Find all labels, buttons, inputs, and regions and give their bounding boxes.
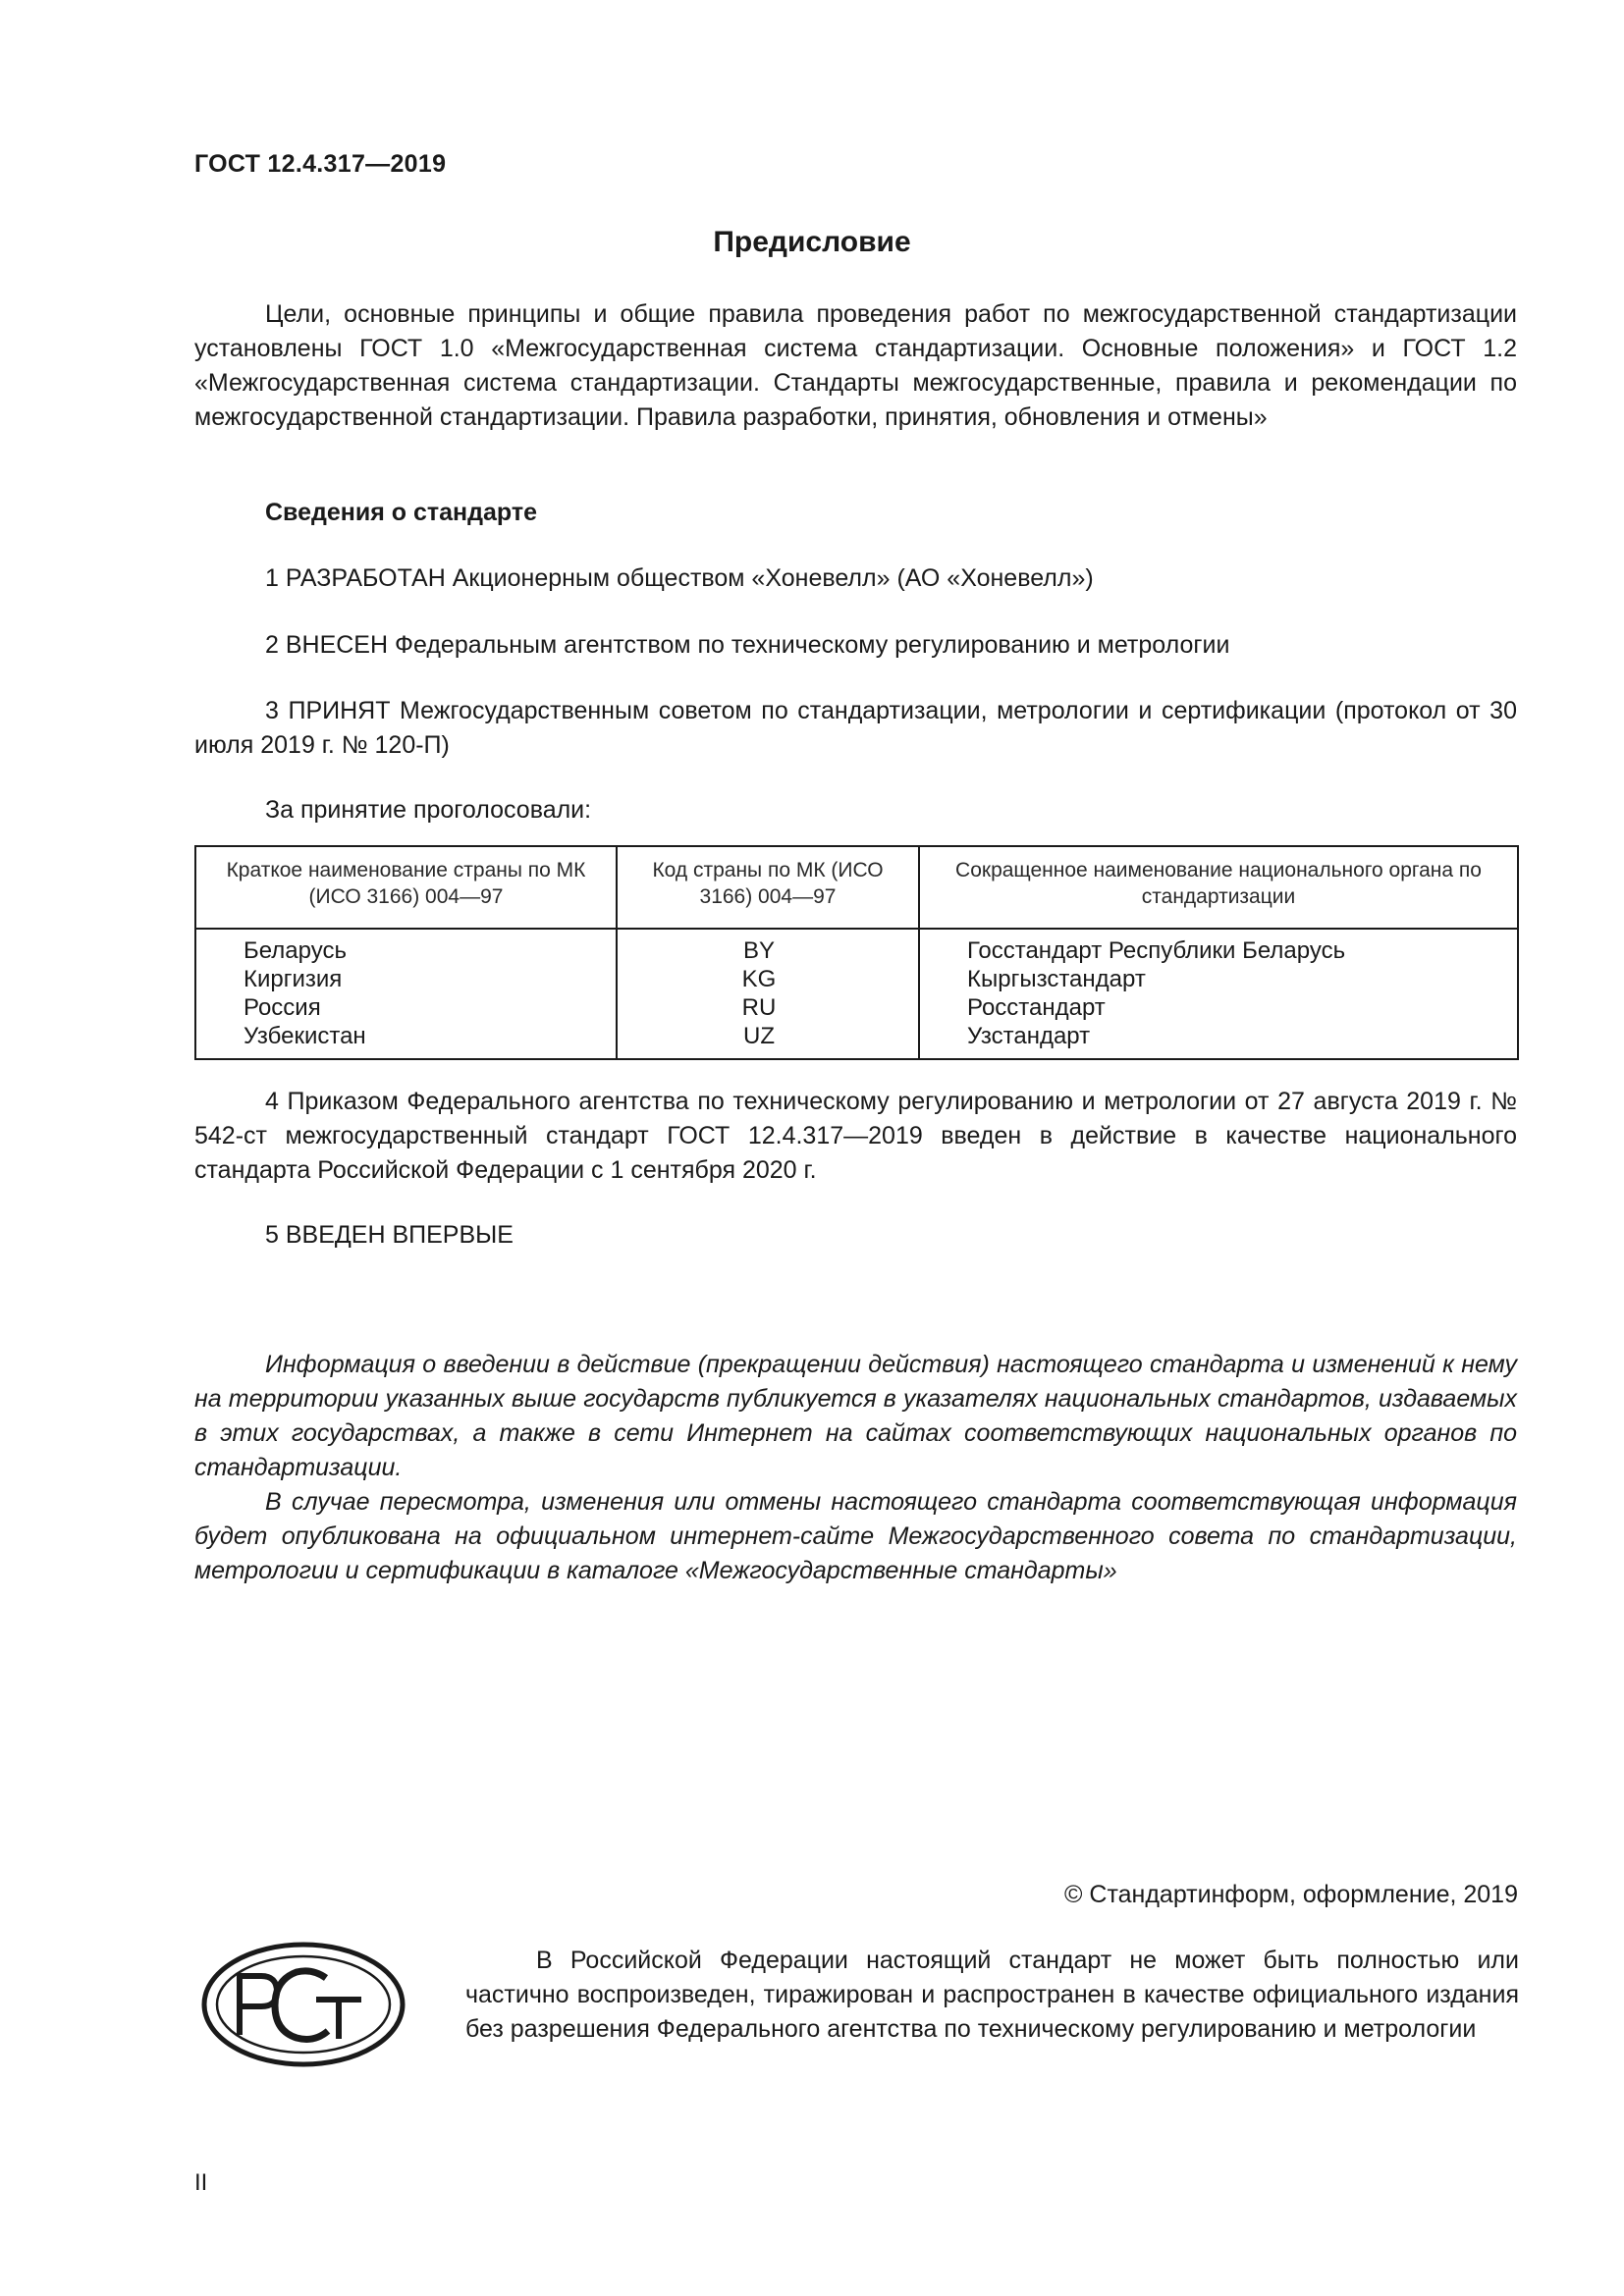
country-name: Узбекистан: [244, 1023, 366, 1049]
item-4: 4 Приказом Федерального агентства по техническому регулированию и метрологии от 27 августа 2019 г. № 542-ст межгосударственный стандарт ГОСТ 12.4.317—2019 введен в действие в качестве национального стандарта Российской Федерации с 1 сентября 2020 г.: [194, 1088, 1517, 1184]
table-header-row: [195, 846, 1518, 929]
note-paragraph: В случае пересмотра, изменения или отмены настоящего стандарта соответствующая информация будет опубликована на официальном интернет-сайте Межгосударственного совета по стандартизации, метрологии и сертификации в каталоге «Межгосударственные стандарты»: [194, 1488, 1517, 1584]
italic-notes: [194, 1348, 1517, 1588]
table-row: [195, 929, 1518, 1059]
standards-body: Кыргызстандарт: [967, 966, 1146, 992]
item-3-block: [194, 694, 1517, 763]
copyright-line: © Стандартинформ, оформление, 2019: [1064, 1881, 1518, 1908]
item-3: 3 ПРИНЯТ Межгосударственным советом по стандартизации, метрологии и сертификации (протокол от 30 июля 2019 г. № 120-П): [194, 697, 1517, 759]
notice-paragraph: В Российской Федерации настоящий стандарт не может быть полностью или частично воспроизведен, тиражирован и распространен в качестве официального издания без разрешения Федерального агентства по техническому регулированию и метрологии: [465, 1947, 1519, 2043]
intro-paragraph: Цели, основные принципы и общие правила проведения работ по межгосударственной стандартизации установлены ГОСТ 1.0 «Межгосударственная система стандартизации. Основные положения» и ГОСТ 1.2 «Межгосударственная система стандартизации. Стандарты межгосударственные, правила и рекомендации по межгосударственной стандартизации. Правила разработки, принятия, обновления и отмены»: [194, 300, 1517, 431]
country-code: KG: [741, 966, 777, 992]
country-code: BY: [742, 937, 775, 964]
country-codes-cell: [617, 929, 919, 1059]
country-name: Беларусь: [244, 937, 347, 964]
reproduction-notice: [465, 1944, 1519, 2047]
item-5-block: [194, 1218, 1517, 1253]
country-name: Киргизия: [244, 966, 343, 992]
country-name: Россия: [244, 994, 321, 1021]
item-4-block: [194, 1085, 1517, 1188]
standards-bodies-cell: [919, 929, 1518, 1059]
country-code: RU: [741, 994, 777, 1021]
item-2-block: [194, 628, 1517, 663]
standards-body: Росстандарт: [967, 994, 1106, 1021]
document-code: ГОСТ 12.4.317—2019: [194, 150, 447, 178]
standards-body: Госстандарт Республики Беларусь: [967, 937, 1346, 964]
country-names-cell: [195, 929, 617, 1059]
voted-label-block: [194, 793, 1517, 828]
pct-certification-mark-icon: [200, 1941, 406, 2073]
country-code: UZ: [743, 1023, 775, 1049]
voting-countries-table: [194, 845, 1519, 1060]
item-1: 1 РАЗРАБОТАН Акционерным обществом «Хоневелл» (АО «Хоневелл»): [265, 564, 1094, 592]
item-1-block: [194, 561, 1517, 596]
info-heading-block: [194, 496, 1517, 530]
table-header-body: Сокращенное наименование национального органа по стандартизации: [919, 846, 1518, 929]
page-number: II: [194, 2169, 208, 2196]
voted-label: За принятие проголосовали:: [265, 796, 592, 824]
page-title: Предисловие: [713, 226, 911, 258]
table-header-country: Краткое наименование страны по МК (ИСО 3166) 004—97: [195, 846, 617, 929]
standards-body: Узстандарт: [967, 1023, 1091, 1049]
info-heading: Сведения о стандарте: [265, 499, 538, 526]
note-paragraph: Информация о введении в действие (прекращении действия) настоящего стандарта и изменений к нему на территории указанных выше государств публикуется в указателях национальных стандартов, издаваемых в этих государствах, а также в сети Интернет на сайтах соответствующих национальных органов по стандартизации.: [194, 1351, 1517, 1481]
item-5: 5 ВВЕДЕН ВПЕРВЫЕ: [265, 1221, 514, 1249]
item-2: 2 ВНЕСЕН Федеральным агентством по техническому регулированию и метрологии: [265, 631, 1230, 659]
table-header-code: Код страны по МК (ИСО 3166) 004—97: [617, 846, 919, 929]
intro-section: [194, 297, 1517, 435]
